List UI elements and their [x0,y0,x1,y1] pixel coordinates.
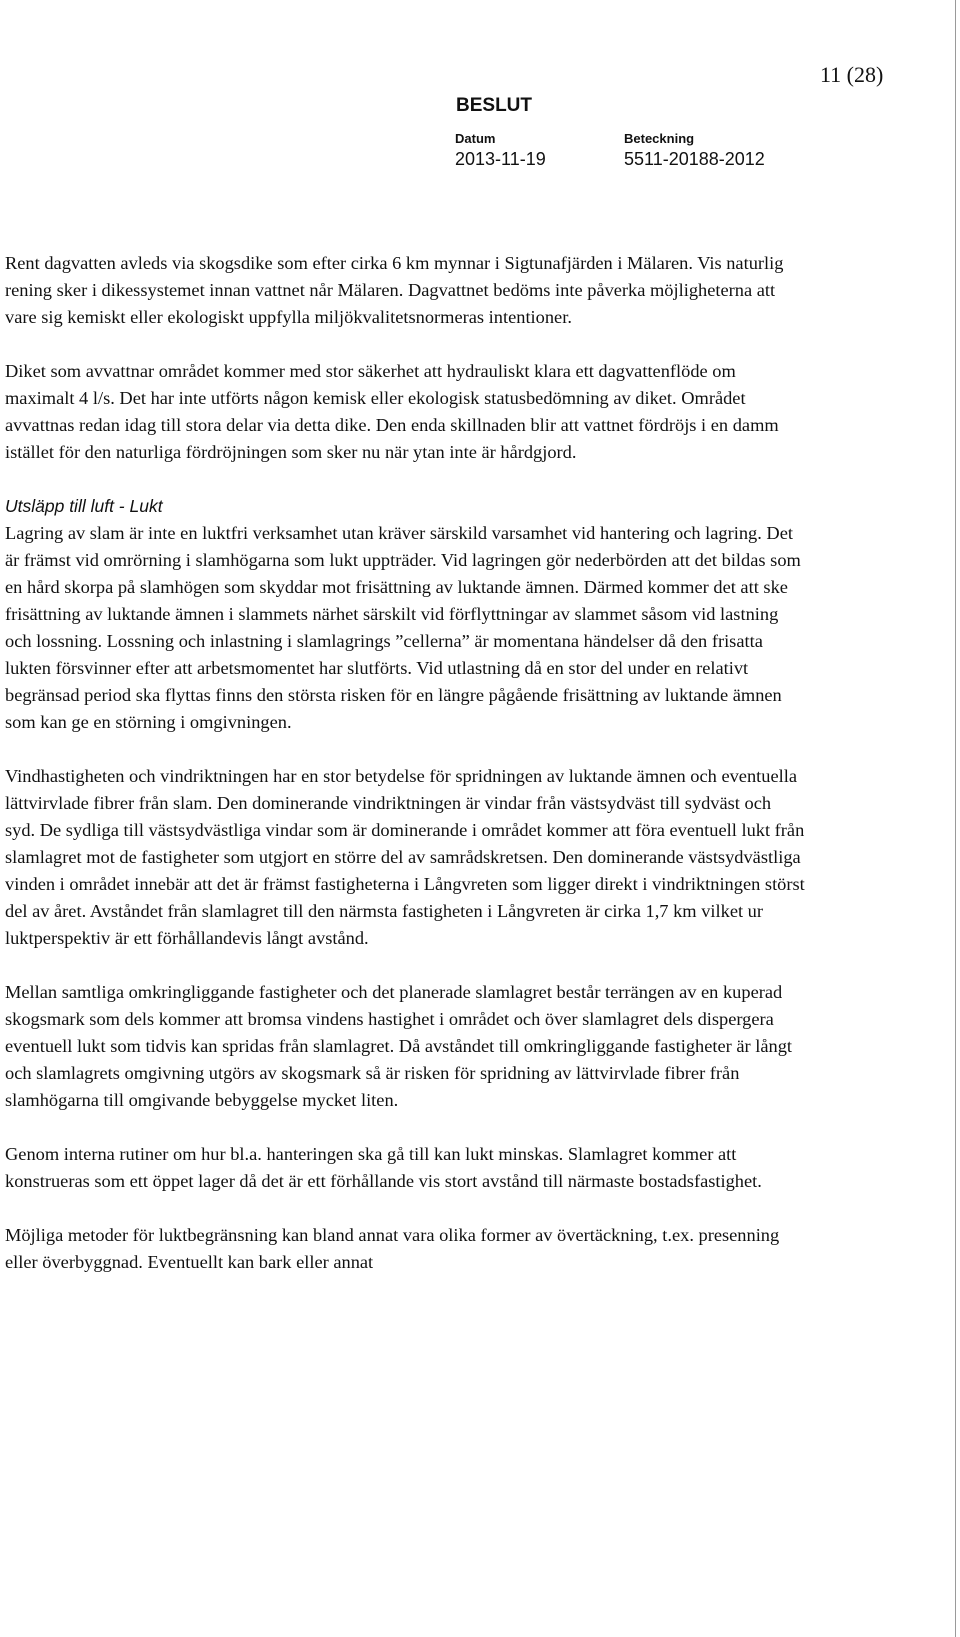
page-edge-rule [955,0,956,1637]
page-number: 11 (28) [820,62,884,87]
paragraph-terrain: Mellan samtliga omkringliggande fastigheter och det planerade slamlagret består terrängen av en kuperad skogsmark som dels kommer att bromsa vindens hastighet i området och över slamlagret dels dispergera eventuell lukt som tidvis kan spridas från slamlagret. Då avståndet till omkringliggande fastigheter är långt och slamlagrets omgivning utgörs av skogsmark så är risken för spridning av lättvirvlade fibrer från slamhögarna till omgivande bebyggelse mycket liten. [5,982,793,1110]
date-value: 2013-11-19 [455,149,546,169]
reference-label: Beteckning [624,131,695,146]
section-heading-odour: Utsläpp till luft - Lukt [5,496,163,516]
document-type: BESLUT [456,95,532,116]
paragraph-ditch-capacity: Diket som avvattnar området kommer med stor säkerhet att hydrauliskt klara ett dagvattenflöde om maximalt 4 l/s. Det har inte utförts någon kemisk eller ekologisk statusbedömning av diket. Området avvattnas redan idag till stora delar via detta dike. Den enda skillnaden blir att vattnet fördröjs i en damm istället för den naturliga fördröjningen som sker nu när ytan inte är hårdgjord. [5,361,779,462]
paragraph-odour-limitation: Möjliga metoder för luktbegränsning kan bland annat vara olika former av övertäckning, t.ex. presenning eller överbyggnad. Eventuellt kan bark eller annat [5,1225,780,1272]
date-block [455,131,546,171]
date-label: Datum [455,131,496,146]
paragraph-internal-routines: Genom interna rutiner om hur bl.a. hanteringen ska gå till kan lukt minskas. Slamlagret kommer att konstrueras som ett öppet lager då det är ett förhållande vis stort avstånd till närmaste bostadsfastighet. [5,1144,762,1191]
paragraph-wind-direction: Vindhastigheten och vindriktningen har en stor betydelse för spridningen av luktande ämnen och eventuella lättvirvlade fibrer från slam. Den dominerande vindriktningen är vindar från västsydväst till sydväst och syd. De sydliga till västsydvästliga vindar som är dominerande i området kommer att föra eventuell lukt från slamlagret mot de fastigheter som utgjort en större del av samrådskretsen. Den dominerande västsydvästliga vinden i området innebär att det är främst fastigheterna i Långvreten som ligger direkt i vindriktningen störst del av året. Avståndet från slamlagret till den närmsta fastigheten i Långvreten är cirka 1,7 km vilket ur luktperspektiv är ett förhållandevis långt avstånd. [5,766,805,948]
paragraph-stormwater-drainage: Rent dagvatten avleds via skogsdike som efter cirka 6 km mynnar i Sigtunafjärden i Mälaren. Vis naturlig rening sker i dikessystemet innan vattnet når Mälaren. Dagvattnet bedöms inte påverka möjligheterna att vare sig kemiskt eller ekologiskt uppfylla miljökvalitetsnormeras intentioner. [5,253,784,327]
reference-block [624,131,765,171]
paragraph-sludge-storage: Lagring av slam är inte en luktfri verksamhet utan kräver särskild varsamhet vid hantering och lagring. Det är främst vid omrörning i slamhögarna som lukt uppträder. Vid lagringen gör nederbörden att det bildas som en hård skorpa på slamhögen som skyddar mot frisättning av luktande ämnen. Därmed kommer det att ske frisättning av luktande ämnen i slammets närhet särskilt vid förflyttningar av slammet såsom vid lastning och lossning. Lossning och inlastning i slamlagrings ”cellerna” är momentana händelser då den frisatta lukten försvinner efter att arbetsmomentet har slutförts. Vid utlastning då en stor del under en relativt begränsad period ska flyttas finns den största risken för en längre pågående frisättning av luktande ämnen som kan ge en störning i omgivningen. [5,523,801,732]
reference-value: 5511-20188-2012 [624,149,765,169]
document-body [5,250,805,1276]
